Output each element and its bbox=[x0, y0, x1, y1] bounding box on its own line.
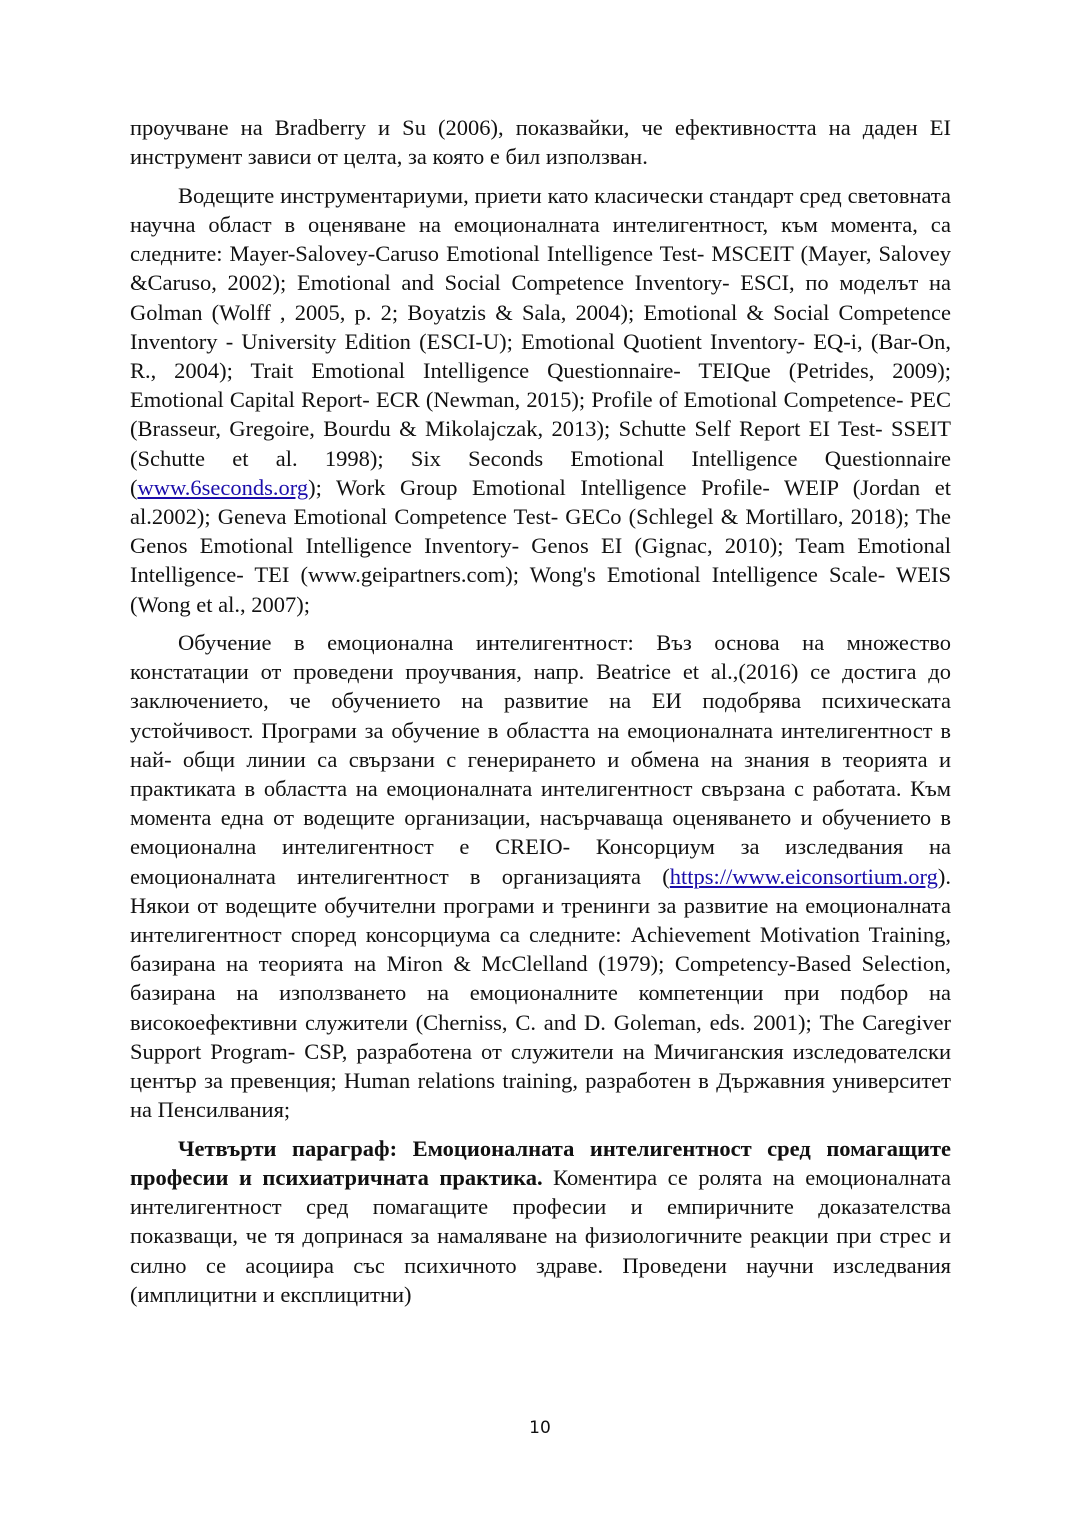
paragraph-training-text-b: ). Някои от водещите обучителни програми и тренинги за развитие на емоционалната интелигентност според консорциума са следните: Achievement Motivation Training, базирана на теорията на Miron & McClelland (1979); Competency-Based Selection, базирана на използването на емоционалните компетенции при подбор на високоефективни служители (Cherniss, C. and D. Goleman, eds. 2001); The Caregiver Support Program- CSP, разработена от служители на Мичиганския изследователски център за превенция; Human relations training, разработен в Държавния университет на Пенсилвания; bbox=[130, 863, 951, 1123]
paragraph-training bbox=[130, 628, 951, 1124]
paragraph-1 bbox=[130, 113, 951, 171]
paragraph-instruments-text-a: Водещите инструментариуми, приети като класически стандарт сред световната научна област в оценяване на емоционалната интелигентност, към момента, са следните: Mayer-Salovey-Caruso Emotional Intelligence Test- MSCEIT (Mayer, Salovey &Caruso, 2002); Emotional and Social Competence Inventory- ESCI, по моделът на Golman (Wolff , 2005, p. 2; Boyatzis & Sala, 2004); Emotional & Social Competence Inventory - University Edition (ESCI-U); Emotional Quotient Inventory- EQ-i, (Bar-On, R., 2004); Trait Emotional Intelligence Questionnaire- TEIQue (Petrides, 2009); Emotional Capital Report- ECR (Newman, 2015); Profile of Emotional Competence- PEC (Brasseur, Gregoire, Bourdu & Mikolajczak, 2013); Schutte Self Report EI Test- SSEIT (Schutte et al. 1998); Six Seconds Emotional Intelligence Questionnaire ( bbox=[130, 182, 951, 500]
paragraph-fourth-section-text: Коментира се ролята на емоционалната интелигентност сред помагащите професии и емпиричните доказателства показващи, че тя допринася за намаляване на физиологичните реакции при стрес и силно се асоциира със психичното здраве. Проведени научни изследвания (имплицитни и експлицитни) bbox=[130, 1165, 951, 1307]
paragraph-instruments-text-b: ); Work Group Emotional Intelligence Profile- WEIP (Jordan et al.2002); Geneva Emotional Competence Test- GECo (Schlegel & Mortillaro, 2018); The Genos Emotional Intelligence Inventory- Genos EI (Gignac, 2010); Team Emotional Intelligence- TEI (www.geipartners.com); Wong's Emotional Intelligence Scale- WEIS (Wong et al., 2007); bbox=[130, 474, 951, 617]
paragraph-fourth-section bbox=[130, 1134, 951, 1309]
document-page bbox=[130, 113, 951, 1318]
paragraph-1-text: проучване на Bradberry и Su (2006), показвайки, че ефективността на даден EI инструмент зависи от целта, за която е бил използван. bbox=[130, 115, 951, 170]
paragraph-training-text-a: Обучение в емоционална интелигентност: Въз основа на множество констатации от проведени проучвания, напр. Beatrice et al.,(2016) се достига до заключението, че обучението на развитие на ЕИ подобрява психическата устойчивост. Програми за обучение в областта на емоционалната интелигентност в най- общи линии са свързани с генерирането и обмена на знания в теорията и практиката в областта на емоционалната интелигентност свързана с работата. Към момента една от водещите организации, насърчаваща оценяването и обучението в емоционална интелигентност е CREIO- Консорциум за изследвания на емоционалната интелигентност в организацията ( bbox=[130, 630, 951, 889]
link-eiconsortium[interactable]: https://www.eiconsortium.org bbox=[669, 863, 938, 889]
paragraph-instruments bbox=[130, 181, 951, 619]
link-6seconds[interactable]: www.6seconds.org bbox=[137, 474, 309, 500]
page-number: 10 bbox=[529, 1418, 551, 1438]
section-heading: Четвърти параграф: Емоционалната интелигентност сред помагащите професии и психиатричната практика. bbox=[130, 1135, 951, 1190]
